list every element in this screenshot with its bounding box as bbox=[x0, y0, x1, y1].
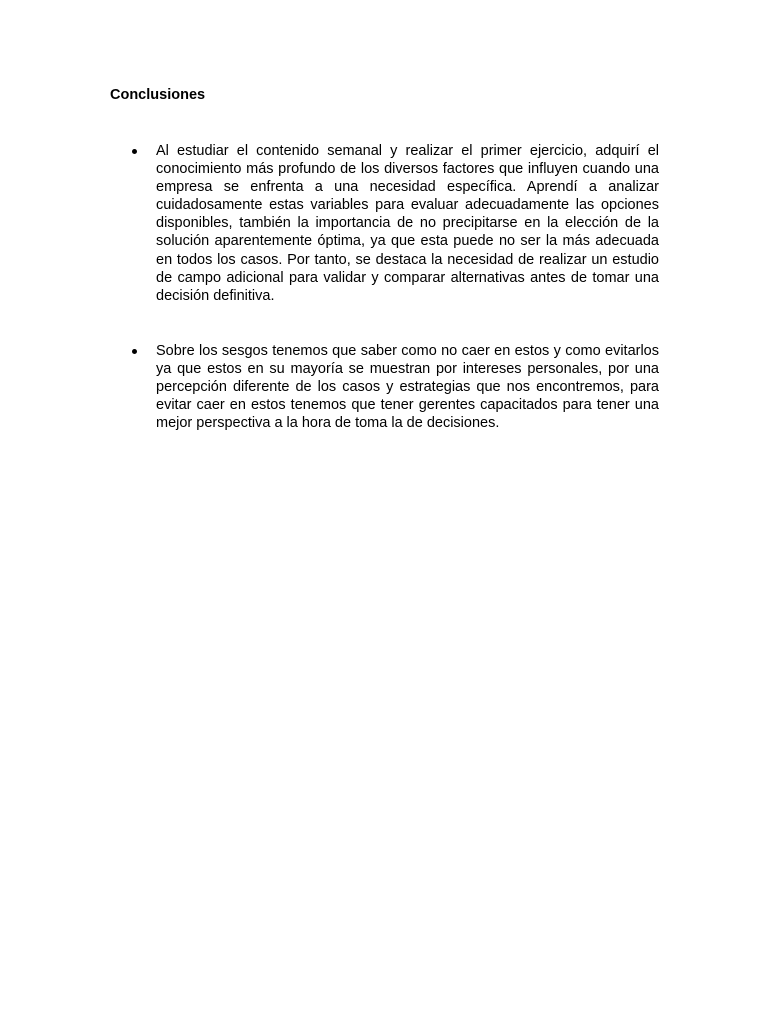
list-item bbox=[128, 142, 659, 305]
bullet-icon bbox=[132, 349, 137, 354]
page-title: Conclusiones bbox=[110, 87, 206, 103]
list-item-text: Al estudiar el contenido semanal y realizar el primer ejercicio, adquirí el conocimiento más profundo de los diversos factores que influyen cuando una empresa se enfrenta a una necesidad específica. Aprendí a analizar cuidadosamente estas variables para evaluar adecuadamente las opciones disponibles, también la importancia de no precipitarse en la elección de la solución aparentemente óptima, ya que esta puede no ser la más adecuada en todos los casos. Por tanto, se destaca la necesidad de realizar un estudio de campo adicional para validar y comparar alternativas antes de tomar una decisión definitiva. bbox=[156, 143, 659, 304]
list-item-text: Sobre los sesgos tenemos que saber como no caer en estos y como evitarlos ya que estos en su mayoría se muestran por intereses personales, por una percepción diferente de los casos y estrategias que nos encontremos, para evitar caer en estos tenemos que tener gerentes capacitados para tener una mejor perspectiva a la hora de toma la de decisiones. bbox=[156, 342, 659, 432]
bullet-icon bbox=[132, 149, 137, 154]
bullet-list bbox=[128, 142, 659, 432]
list-item bbox=[128, 342, 659, 432]
